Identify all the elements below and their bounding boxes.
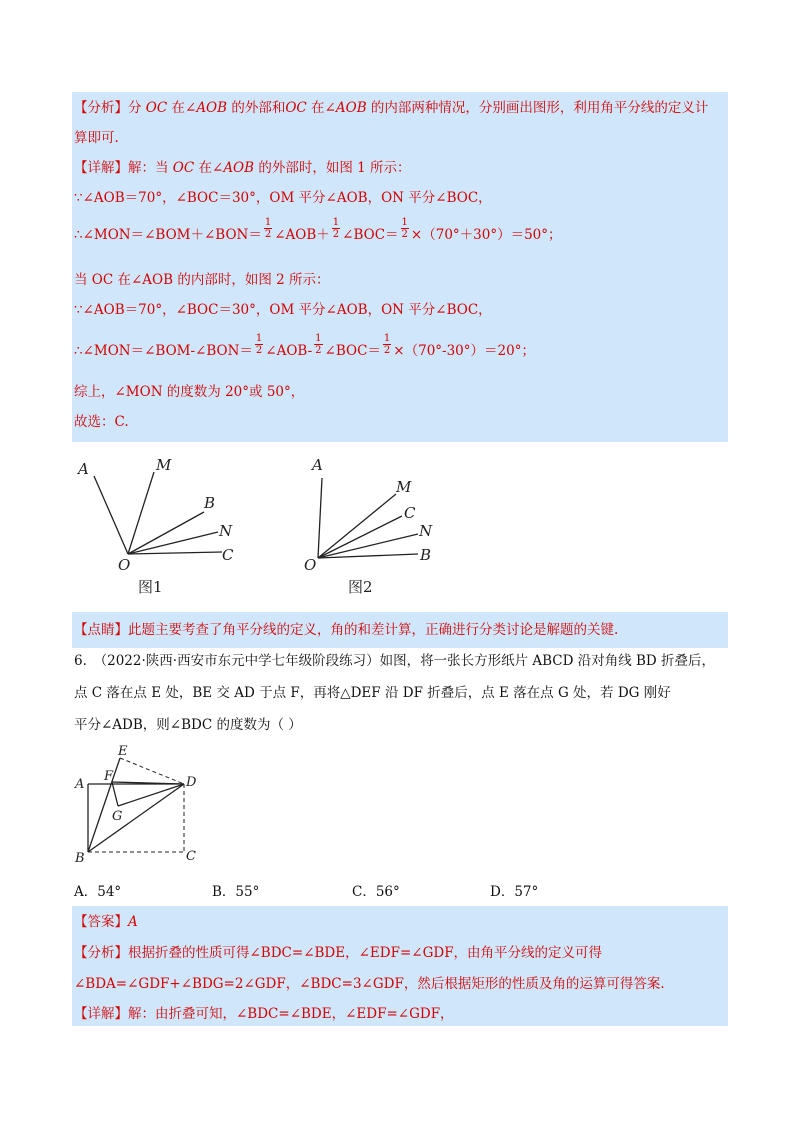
option-a: A．54° [74,884,122,900]
detail-tag: 【详解】 [74,160,128,176]
fraction-half: $\frac{1}{2}$ [315,333,322,356]
label-a: A [75,777,85,792]
label-m: M [396,478,412,496]
comment-tag: 【点睛】 [74,622,128,638]
question-6-line-1: 6. （2022·陕西·西安市东元中学七年级阶段练习）如图，将一张长方形纸片 ABCD 沿对角线 BD 折叠后， [74,653,716,669]
angle-figures [72,446,444,606]
detail-equation-2: ∴∠MON＝∠BOM-∠BON＝ $\frac{1}{2}$ ∠AOB- $\frac{1}{2}$ ∠BOC＝ $\frac{1}{2}$ ×（70°-30°）＝20°； [74,333,535,359]
answer-value: A [128,914,138,930]
label-a: A [312,456,323,474]
question-6-line-3: 平分∠ADB，则∠BDC 的度数为（ ） [74,717,302,733]
comment-line: 【点睛】此题主要考查了角平分线的定义，角的和差计算，正确进行分类讨论是解题的关键. [74,622,619,638]
detail-line-inner: 当 OC 在∠AOB 的内部时，如图 2 所示： [74,272,330,288]
label-n: N [419,522,433,540]
option-c: C．56° [352,884,400,900]
option-d: D．57° [490,884,539,900]
label-o: O [304,556,317,574]
ray-oa [94,476,128,554]
ray-oc [318,516,402,558]
diagonal-bd [88,784,184,852]
detail-6-tag: 【详解】 [74,1006,128,1022]
analysis-tag: 【分析】 [74,100,128,116]
question-6-line-2: 点 C 落在点 E 处，BE 交 AD 于点 F，再将△DEF 沿 DF 折叠后，点 E 落在点 G 处，若 DG 刚好 [74,685,671,701]
fraction-half: $\frac{1}{2}$ [255,333,263,356]
angle-figures-svg [72,446,444,606]
label-o: O [118,556,131,574]
caption-figure-2: 图2 [348,578,373,596]
detail-choice: 故选：C. [74,414,129,430]
detail-given-1: ∵∠AOB＝70°，∠BOC＝30°，OM 平分∠AOB，ON 平分∠BOC， [74,190,492,206]
ray-on [128,532,218,554]
folding-figure [72,744,212,868]
analysis-line-1: 【分析】分 OC 在∠AOB 的外部和OC 在∠AOB 的内部两种情况，分别画出图形，利用角平分线的定义计 [74,100,709,116]
label-c: C [404,504,416,522]
label-b: B [204,494,216,512]
label-d: D [186,775,197,790]
label-g: G [112,809,123,824]
dashed-ed [120,758,184,784]
answer-tag: 【答案】 [74,914,128,930]
label-c: C [222,546,234,564]
label-b: B [420,546,432,564]
label-n: N [219,522,233,540]
analysis-line-2: 算即可. [74,130,119,146]
line-fg [112,782,118,806]
analysis-6-tag: 【分析】 [74,945,128,961]
analysis-6-line-2: ∠BDA=∠GDF+∠BDG=2∠GDF，∠BDC=3∠GDF，然后根据矩形的性质及角的运算可得答案. [74,976,665,992]
ray-oc [128,552,222,554]
fraction-half: $\frac{1}{2}$ [401,217,408,240]
detail-equation-1: ∴∠MON＝∠BOM＋∠BON＝ $\frac{1}{2}$ ∠AOB＋ $\frac{1}{2}$ ∠BOC＝ $\frac{1}{2}$ ×（70°＋30°）＝50°； [74,217,562,243]
fraction-half: $\frac{1}{2}$ [264,217,272,240]
label-m: M [156,456,172,474]
detail-line-1: 【详解】解：当 OC 在∠AOB 的外部时，如图 1 所示： [74,160,411,176]
caption-figure-1: 图1 [138,578,163,596]
detail-6-line-1: 【详解】解：由折叠可知，∠BDC=∠BDE，∠EDF=∠GDF， [74,1006,454,1022]
analysis-6-line-1: 【分析】根据折叠的性质可得∠BDC=∠BDE，∠EDF=∠GDF，由角平分线的定义可得 [74,945,603,961]
label-a: A [78,460,89,478]
line-gd [118,784,184,806]
option-b: B．55° [212,884,260,900]
fraction-half: $\frac{1}{2}$ [332,217,340,240]
label-e: E [118,744,128,759]
ray-oa [318,478,322,558]
fraction-half: $\frac{1}{2}$ [383,333,391,356]
answer-line [74,912,138,932]
label-c: C [186,849,196,864]
folding-figure-svg [72,744,212,868]
label-f: F [104,769,114,784]
detail-given-2: ∵∠AOB＝70°，∠BOC＝30°，OM 平分∠AOB，ON 平分∠BOC， [74,302,492,318]
label-b: B [75,851,85,866]
detail-summary: 综上，∠MON 的度数为 20°或 50°， [74,384,305,400]
